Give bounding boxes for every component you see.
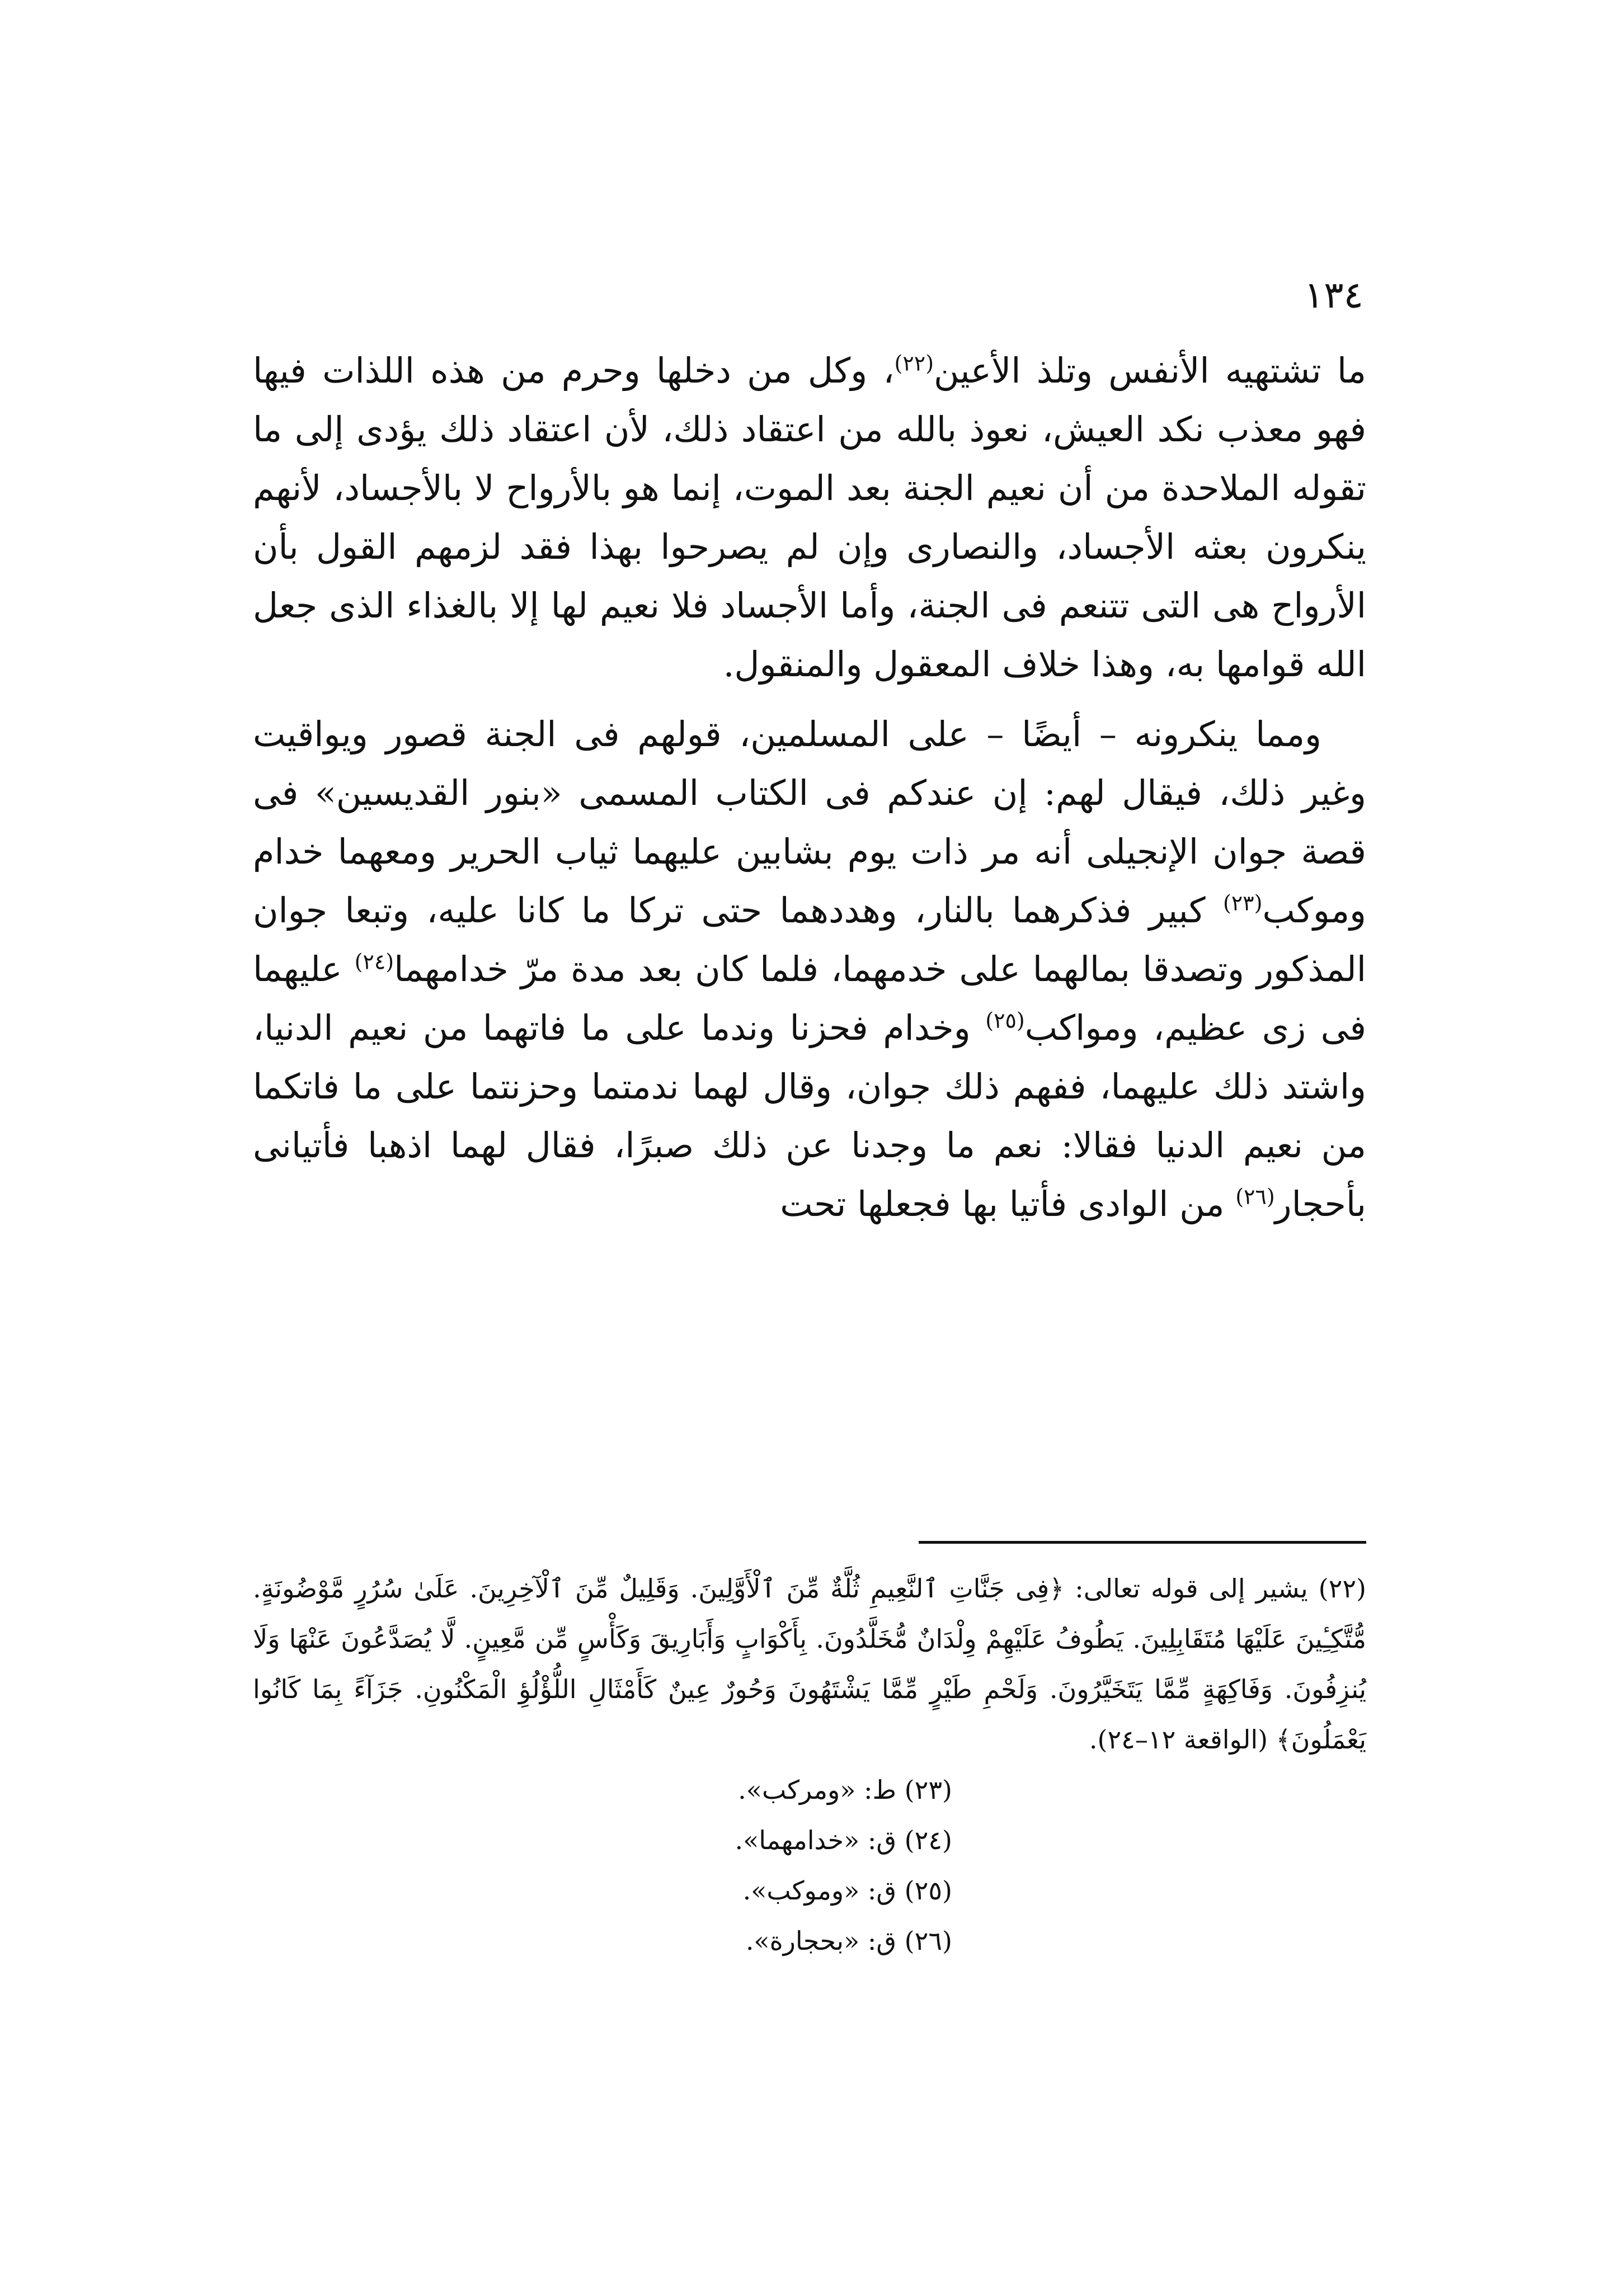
footnote-ref-24: (٢٤) bbox=[354, 949, 394, 974]
footnote-26: (٢٦) ق: «بحجارة». bbox=[745, 1926, 952, 1956]
footnote-ref-23: (٢٣) bbox=[1222, 890, 1263, 916]
paragraph-2-text-a: ومما ينكرونه – أيضًا – على المسلمين، قولهم فى الجنة قصور ويواقيت وغير ذلك، فيقال لهم: إن عندكم فى الكتاب المسمى «بنور القديسين» فى قصة جوان الإنجيلى أنه مر ذات يوم بشابين عليهما ثياب الحرير ومعهما خدام وموكب bbox=[253, 714, 1366, 931]
main-text bbox=[253, 341, 1366, 1233]
paragraph-1 bbox=[253, 341, 1366, 694]
paragraph-2 bbox=[253, 705, 1366, 1233]
footnote-ref-22: (٢٢) bbox=[894, 351, 934, 376]
footnote-22: (٢٢) يشير إلى قوله تعالى: ﴿فِى جَنَّاتِ ٱلنَّعِيمِ ثُلَّةٌ مِّنَ ٱلْأَوَّلِينَ. وَقَلِيلٌ مِّنَ ٱلْآخِرِينَ. عَلَىٰ سُرُرٍ مَّوْضُونَةٍ. مُّتَّكِـِٔينَ عَلَيْهَا مُتَقَابِلِينَ. يَطُوفُ عَلَيْهِمْ وِلْدَانٌ مُّخَلَّدُونَ. بِأَكْوَابٍ وَأَبَارِيقَ وَكَأْسٍ مِّن مَّعِينٍ. لَّا يُصَدَّعُونَ عَنْهَا وَلَا يُنزِفُونَ. وَفَاكِهَةٍ مِّمَّا يَتَخَيَّرُونَ. وَلَحْمِ طَيْرٍ مِّمَّا يَشْتَهُونَ وَحُورٌ عِينٌ كَأَمْثَالِ اللُّؤْلُؤِ الْمَكْنُونِ. جَزَآءً بِمَا كَانُوا يَعْمَلُونَ﴾ (الواقعة ١٢–٢٤). bbox=[253, 1573, 1366, 1755]
footnote-ref-25: (٢٥) bbox=[985, 1008, 1025, 1033]
paragraph-1-text-b: ، وكل من دخلها وحرم من هذه اللذات فيها فهو معذب نكد العيش، نعوذ بالله من اعتقاد ذلك، لأن اعتقاد ذلك يؤدى إلى ما تقوله الملاحدة من أن نعيم الجنة بعد الموت، إنما هو بالأرواح لا بالأجساد، لأنهم ينكرون بعثه الأجساد، والنصارى وإن لم يصرحوا بهذا فقد لزمهم القول بأن الأرواح هى التى تتنعم فى الجنة، وأما الأجساد فلا نعيم لها إلا بالغذاء الذى جعل الله قوامها به، وهذا خلاف المعقول والمنقول. bbox=[253, 350, 1366, 685]
paragraph-2-text-c: عليهما فى زى عظيم، ومواكب bbox=[253, 949, 1366, 1048]
paragraph-2-text-d: وخدام فحزنا وندما على ما فاتهما من نعيم الدنيا، واشتد ذلك عليهما، ففهم ذلك جوان، وقال لهما ندمتما وحزنتما على ما فاتكما من نعيم الدنيا فقالا: نعم ما وجدنا عن ذلك صبرًا، فقال لهما اذهبا فأتيانى بأحجار bbox=[253, 1007, 1366, 1224]
paragraph-2-text-e: من الوادى فأتيا بها فجعلها تحت bbox=[780, 1184, 1236, 1224]
footnote-23: (٢٣) ط: «ومركب». bbox=[738, 1775, 952, 1805]
page-number: ١٣٤ bbox=[1304, 274, 1363, 317]
footnote-ref-26: (٢٦) bbox=[1235, 1184, 1275, 1209]
footnotes bbox=[253, 1563, 1366, 1966]
footnote-divider bbox=[919, 1541, 1366, 1544]
paragraph-2-text-b: كبير فذكرهما بالنار، وهددهما حتى تركا ما كانا عليه، وتبعا جوان المذكور وتصدقا بمالهما على خدمهما، فلما كان بعد مدة مرّ خدامهما bbox=[253, 890, 1367, 989]
footnote-24: (٢٤) ق: «خدامهما». bbox=[735, 1825, 952, 1855]
paragraph-1-text-a: ما تشتهيه الأنفس وتلذ الأعين bbox=[934, 350, 1367, 391]
footnote-25: (٢٥) ق: «وموكب». bbox=[742, 1875, 952, 1906]
